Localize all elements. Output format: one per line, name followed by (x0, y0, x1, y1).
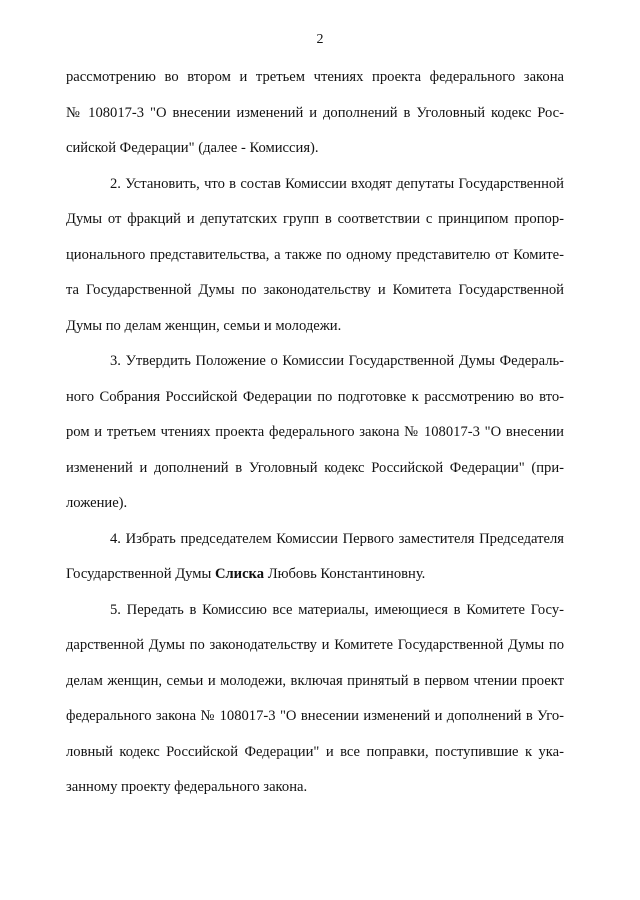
page-number: 2 (316, 32, 324, 47)
text-span: Государственной Думы (66, 566, 215, 582)
text-line: 4. Избрать председателем Комиссии Первого заместителя Председателя (110, 530, 564, 547)
bold-surname: Слиска (214, 566, 265, 582)
text-line: ловный кодекс Российской Федерации" и все поправки, поступившие к ука- (66, 743, 564, 760)
text-line: 5. Передать в Комиссию все материалы, имеющиеся в Комитете Госу- (110, 601, 564, 618)
text-line: занному проекту федерального закона. (66, 779, 308, 795)
text-line: Думы по делам женщин, семьи и молодежи. (66, 317, 342, 334)
text-line: № 108017-3 "О внесении изменений и дополнений в Уголовный кодекс Рос- (66, 104, 564, 121)
paragraph-item-3 (66, 350, 564, 528)
paragraph-item-2 (66, 173, 564, 351)
paragraph-item-4 (66, 528, 564, 599)
document-body (66, 66, 564, 812)
text-line: федерального закона № 108017-3 "О внесении изменений и дополнений в Уго- (66, 708, 564, 724)
text-line: рассмотрению во втором и третьем чтениях проекта федерального закона (66, 69, 564, 85)
text-span: Любовь Константиновну. (264, 566, 426, 582)
text-line (66, 563, 564, 599)
text-line: делам женщин, семьи и молодежи, включая принятый в первом чтении проект (66, 672, 564, 689)
text-line: 3. Утвердить Положение о Комиссии Государственной Думы Федераль- (110, 353, 564, 369)
paragraph-intro (66, 66, 564, 173)
text-line: та Государственной Думы по законодательству и Комитета Государственной (66, 282, 564, 298)
text-line: изменений и дополнений в Уголовный кодекс Российской Федерации" (при- (66, 459, 564, 476)
text-line: ром и третьем чтениях проекта федерального закона № 108017-3 "О внесении (66, 424, 564, 440)
text-line: Думы от фракций и депутатских групп в соответствии с принципом пропор- (66, 211, 564, 227)
text-line: сийской Федерации" (далее - Комиссия). (66, 140, 319, 156)
text-line: ного Собрания Российской Федерации по подготовке к рассмотрению во вто- (66, 388, 564, 405)
text-line: ционального представительства, а также по одному представителю от Комите- (66, 246, 564, 263)
text-line: ложение). (66, 495, 128, 511)
paragraph-item-5 (66, 599, 564, 812)
text-line: дарственной Думы по законодательству и Комитете Государственной Думы по (66, 637, 564, 653)
text-line: 2. Установить, что в состав Комиссии входят депутаты Государственной (110, 175, 564, 192)
